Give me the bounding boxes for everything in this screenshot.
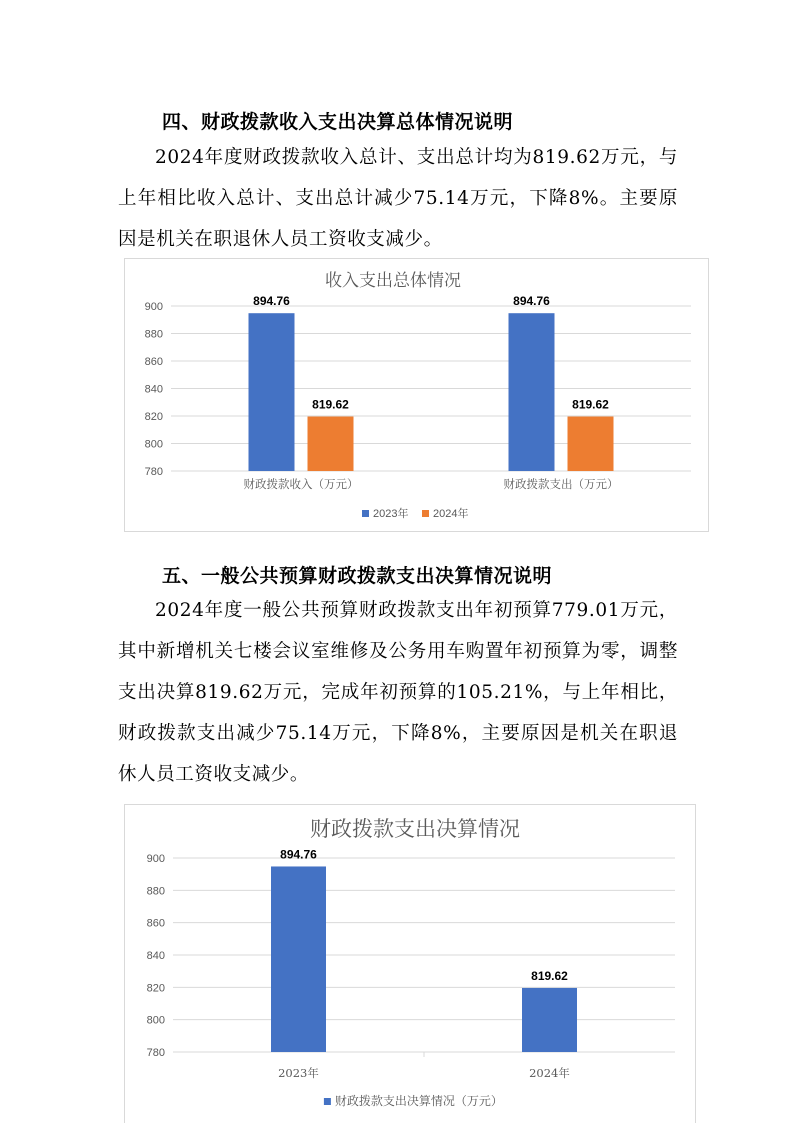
bar-0-0	[271, 866, 326, 1052]
y-tick-label: 900	[146, 853, 165, 865]
y-tick-label: 800	[146, 1014, 165, 1027]
legend-label: 财政拨款支出决算情况（万元）	[334, 1094, 503, 1108]
legend-swatch	[324, 1098, 331, 1105]
chart-fiscal-expenditure	[124, 804, 696, 1123]
y-tick-label: 860	[146, 917, 165, 930]
section-4-paragraph: 2024年度财政拨款收入总计、支出总计均为819.62万元，与上年相比收入总计、支出总计减少75.14万元，下降8%。主要原因是机关在职退休人员工资收支减少。	[118, 147, 678, 250]
bar-0-1	[522, 988, 577, 1052]
legend-swatch	[362, 510, 369, 517]
chart-income-expense-overview	[124, 258, 709, 532]
y-tick-label: 780	[146, 1047, 165, 1059]
legend-label: 2024年	[433, 508, 469, 520]
data-label: 894.76	[280, 847, 317, 862]
y-tick-label: 840	[146, 950, 165, 962]
x-category-label: 2023年	[278, 1066, 319, 1080]
x-category-label: 财政拨款收入（万元）	[243, 477, 359, 491]
section-5-paragraph: 2024年度一般公共预算财政拨款支出年初预算779.01万元，其中新增机关七楼会议室维修及公务用车购置年初预算为零，调整支出决算819.62万元，完成年初预算的105.21%，与上年相比，财政拨款支出减少75.14万元，下降8%，主要原因是机关在职退休人员工资收支减少。	[118, 600, 678, 785]
legend-label: 2023年	[373, 508, 409, 520]
y-tick-label: 860	[144, 356, 163, 368]
y-tick-label: 880	[144, 328, 163, 341]
chart-income-expense-overview-svg	[125, 259, 708, 531]
y-tick-label: 820	[146, 982, 165, 995]
chart-title: 收入支出总体情况	[325, 271, 461, 291]
chart-fiscal-expenditure-svg	[125, 805, 695, 1123]
section-5-heading: 五、一般公共预算财政拨款支出决算情况说明	[162, 565, 553, 587]
bar-1-0	[308, 417, 354, 471]
y-tick-label: 780	[144, 466, 163, 478]
section-4-heading: 四、财政拨款收入支出决算总体情况说明	[162, 111, 514, 133]
y-tick-label: 800	[144, 438, 163, 451]
data-label: 819.62	[572, 397, 609, 412]
x-category-label: 2024年	[529, 1066, 570, 1080]
data-label: 819.62	[312, 397, 349, 412]
data-label: 894.76	[513, 294, 550, 309]
chart-title: 财政拨款支出决算情况	[310, 817, 520, 841]
data-label: 819.62	[531, 968, 568, 983]
y-tick-label: 820	[144, 411, 163, 423]
y-tick-label: 880	[146, 885, 165, 898]
y-tick-label: 840	[144, 383, 163, 396]
bar-0-0	[249, 313, 295, 471]
legend-swatch	[422, 510, 429, 517]
y-tick-label: 900	[144, 301, 163, 313]
x-category-label: 财政拨款支出（万元）	[503, 477, 619, 491]
data-label: 894.76	[253, 294, 290, 309]
bar-0-1	[509, 313, 555, 471]
bar-1-1	[568, 417, 614, 471]
